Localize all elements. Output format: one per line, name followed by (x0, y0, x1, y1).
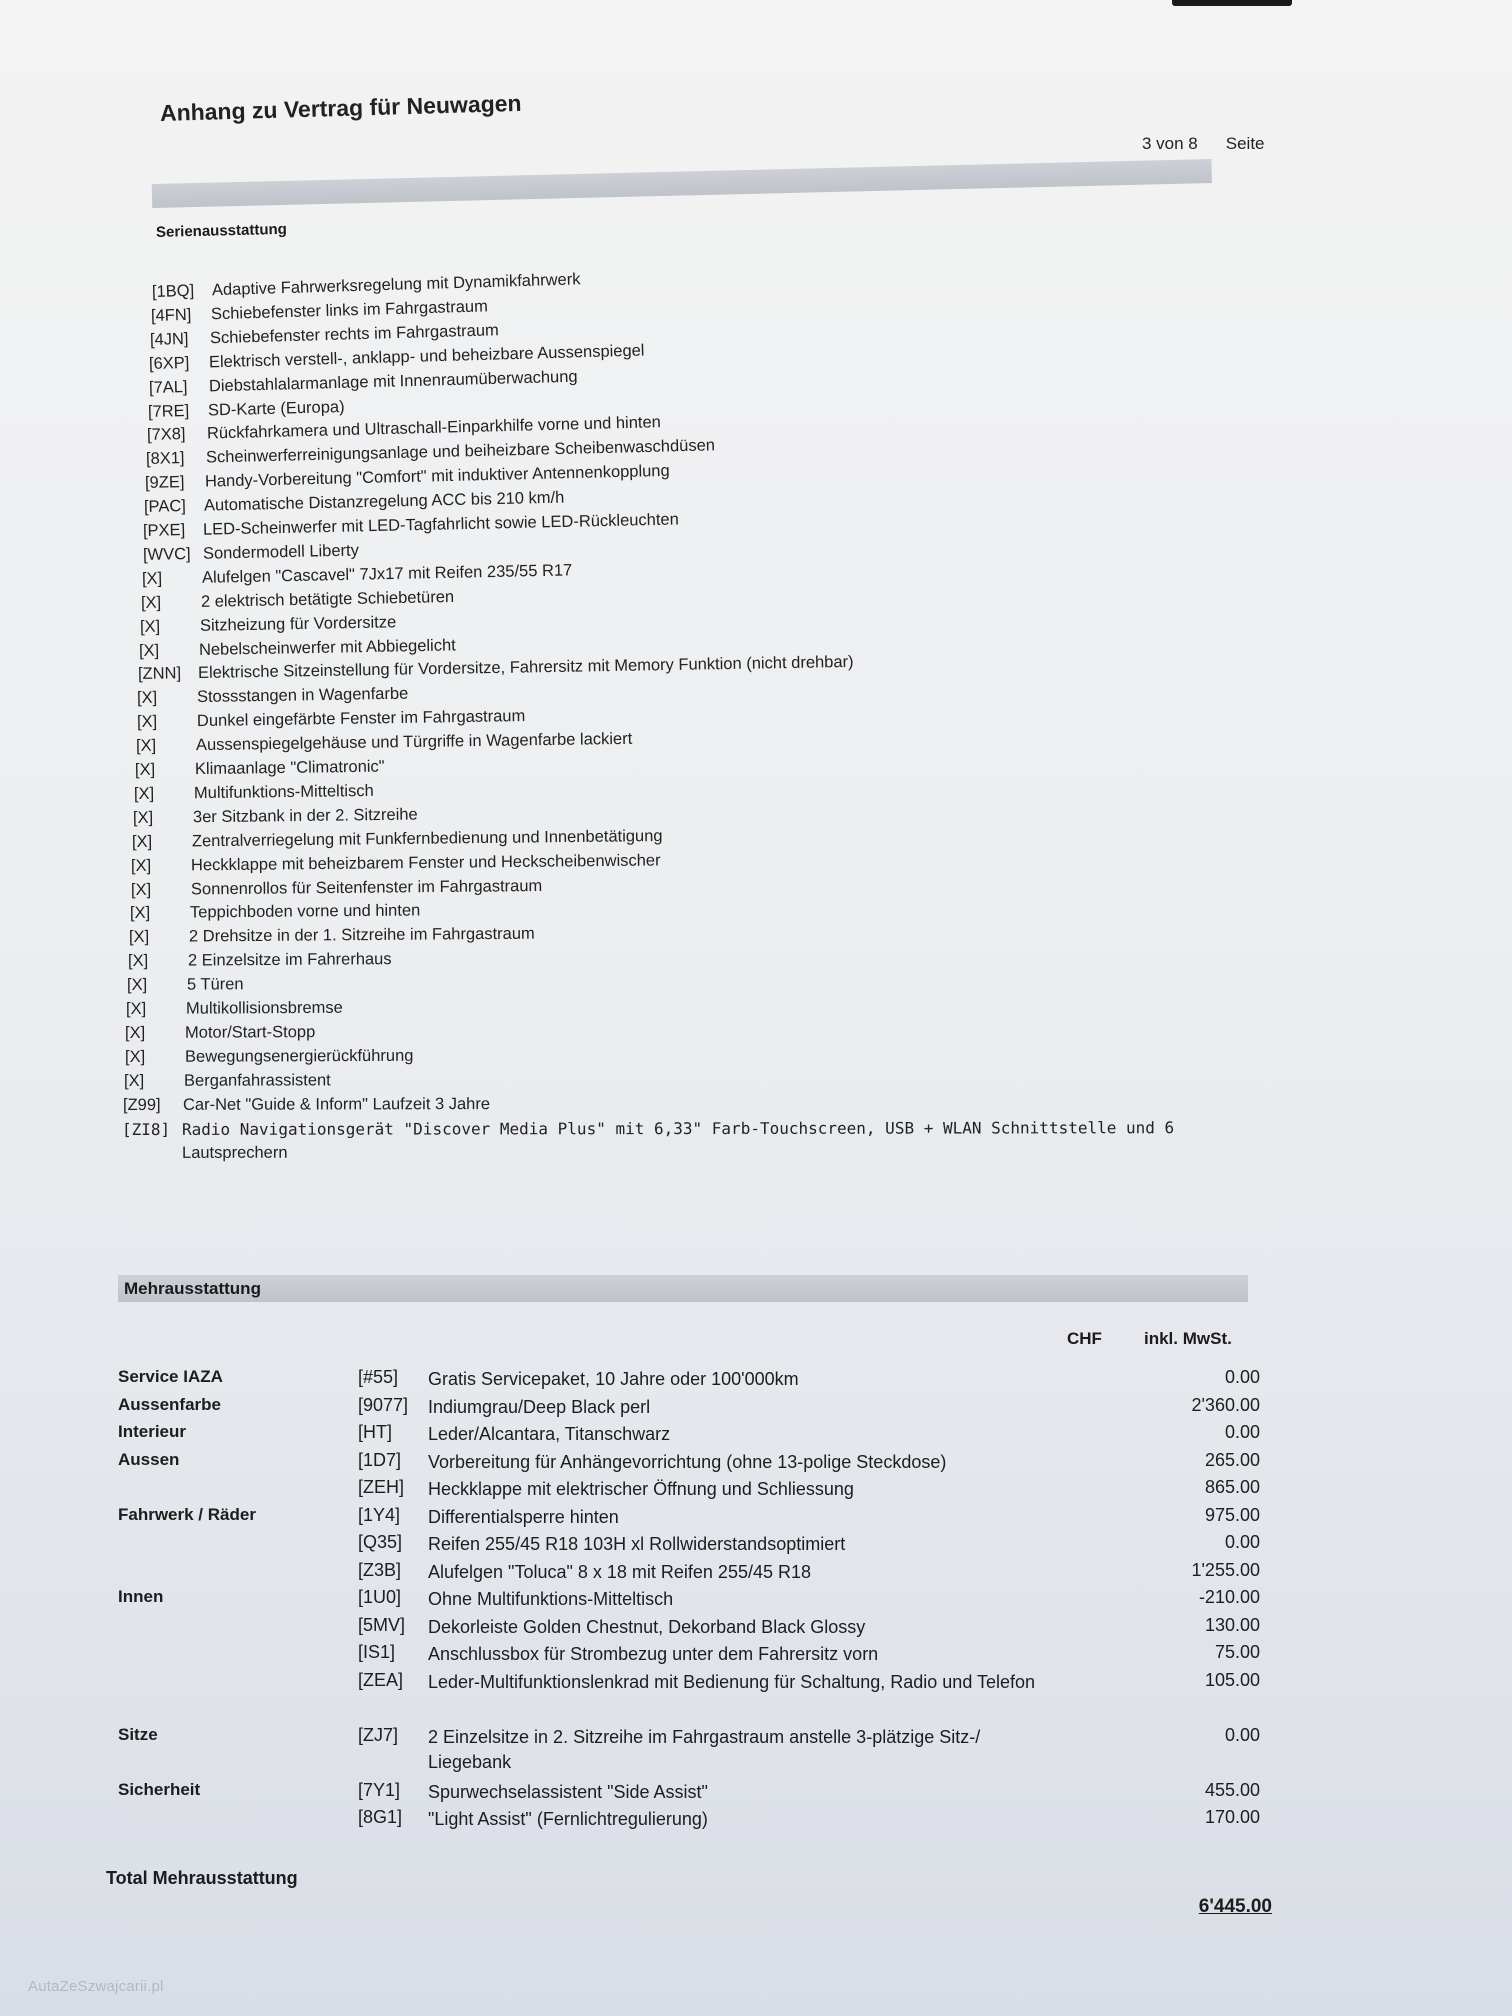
equipment-category: Innen (118, 1587, 164, 1606)
equipment-code: [X] (131, 856, 152, 875)
equipment-category: Interieur (118, 1422, 187, 1441)
watermark: AutaZeSzwajcarii.pl (28, 1978, 164, 1995)
equipment-description: Zentralverriegelung mit Funkfernbedienung und Innenbetätigung (192, 826, 663, 851)
standard-equipment-item (144, 489, 565, 517)
standard-equipment-item (128, 950, 392, 971)
equipment-price: 75.00 (1214, 1642, 1260, 1662)
standard-equipment-item (135, 758, 385, 780)
equipment-code: [7X8] (146, 425, 186, 445)
equipment-description: Nebelscheinwerfer mit Abbiegelicht (198, 635, 457, 659)
equipment-description: Car-Net "Guide & Inform" Laufzeit 3 Jahre (182, 1094, 490, 1114)
equipment-description: Rückfahrkamera und Ultraschall-Einparkhilfe vorne und hinten (206, 413, 661, 443)
standard-equipment-item (122, 1118, 1174, 1163)
equipment-price: 170.00 (1204, 1807, 1260, 1827)
equipment-description: Klimaanlage "Climatronic" (194, 757, 385, 779)
equipment-code: [X] (129, 904, 150, 923)
equipment-description: Berganfahrassistent (183, 1071, 331, 1090)
equipment-price: 105.00 (1204, 1669, 1260, 1690)
standard-equipment-item (136, 730, 633, 756)
total-value: 6'445.00 (1198, 1896, 1272, 1917)
tax-header: inkl. MwSt. (1144, 1329, 1232, 1348)
equipment-description: Anschlussbox für Strombezug unter dem Fahrersitz vorn (428, 1644, 879, 1664)
equipment-price: 455.00 (1204, 1779, 1260, 1800)
equipment-code: [X] (133, 784, 155, 803)
equipment-code: [IS1] (358, 1642, 396, 1662)
equipment-code: [1BQ] (151, 281, 195, 301)
standard-equipment-item (131, 851, 661, 876)
equipment-code: [9ZE] (144, 473, 185, 493)
equipment-description: Bewegungsenergierückführung (184, 1046, 414, 1066)
equipment-description: Elektrisch verstell-, anklapp- und beheizbare Aussenspiegel (209, 341, 646, 372)
equipment-code: [8X1] (145, 449, 185, 469)
equipment-code: [5MV] (358, 1614, 406, 1635)
equipment-description: Elektrische Sitzeinstellung für Vordersitze, Fahrersitz mit Memory Funktion (nicht drehbar) (198, 653, 854, 683)
section-title-serienausstattung: Serienausstattung (155, 220, 288, 241)
equipment-price: 0.00 (1224, 1422, 1260, 1442)
equipment-description: Aussenspiegelgehäuse und Türgriffe in Wagenfarbe lackiert (195, 729, 633, 755)
equipment-description: Ohne Multifunktions-Mitteltisch (428, 1589, 674, 1609)
equipment-description: Scheinwerferreinigungsanlage und beiheizbare Scheibenwaschdüsen (205, 436, 716, 467)
equipment-code: [X] (134, 760, 156, 779)
standard-equipment-item (147, 397, 344, 421)
equipment-code: [X] (126, 999, 147, 1018)
equipment-code: [WVC] (142, 544, 191, 564)
page-label: Seite (1225, 134, 1265, 153)
equipment-price: 0.00 (1224, 1724, 1260, 1745)
standard-equipment-item (152, 270, 581, 302)
equipment-description: Spurwechselassistent "Side Assist" (428, 1781, 708, 1802)
equipment-description: Differentialsperre hinten (428, 1506, 619, 1527)
equipment-price: 0.00 (1224, 1532, 1260, 1552)
equipment-description: Leder-Multifunktionslenkrad mit Bedienung für Schaltung, Radio und Telefon (428, 1671, 1036, 1692)
standard-equipment-item (134, 782, 374, 804)
equipment-code: [4FN] (150, 305, 192, 325)
equipment-price: 130.00 (1204, 1614, 1260, 1635)
section-bar-mehrausstattung (118, 1275, 1248, 1302)
equipment-price: 0.00 (1224, 1367, 1260, 1387)
equipment-code: [PAC] (144, 497, 187, 517)
page-number: 3 von 8 (1142, 134, 1198, 153)
equipment-code: [ZEA] (358, 1669, 404, 1690)
equipment-description: Dunkel eingefärbte Fenster im Fahrgastraum (196, 707, 525, 731)
equipment-code: [X] (135, 736, 157, 756)
equipment-code: [ZJ7] (358, 1724, 399, 1745)
standard-equipment-item (127, 975, 244, 995)
equipment-code: [X] (128, 928, 150, 947)
equipment-category: Sicherheit (118, 1779, 201, 1799)
equipment-description: Multikollisionsbremse (186, 998, 344, 1018)
equipment-code: [6XP] (149, 353, 190, 373)
standard-equipment-item (126, 999, 343, 1019)
standard-equipment-item (151, 297, 488, 326)
equipment-description: Sitzheizung für Vordersitze (199, 612, 397, 635)
standard-equipment-item (129, 925, 535, 947)
equipment-category: Service IAZA (118, 1367, 223, 1386)
equipment-code: [X] (125, 1023, 146, 1042)
equipment-description: Sondermodell Liberty (202, 541, 359, 563)
equipment-code: [X] (130, 880, 151, 899)
equipment-code: [Z99] (122, 1095, 161, 1114)
document-title: Anhang zu Vertrag für Neuwagen (159, 89, 522, 126)
equipment-description: 5 Türen (187, 975, 244, 994)
equipment-description: Multifunktions-Mitteltisch (193, 781, 374, 803)
standard-equipment-item (142, 561, 573, 589)
equipment-description: Diebstahlalarmanlage mit Innenraumüberwachung (208, 367, 578, 395)
equipment-price: 975.00 (1204, 1504, 1260, 1525)
equipment-price: 265.00 (1204, 1449, 1260, 1470)
equipment-description: Heckklappe mit elektrischer Öffnung und Schliessung (428, 1479, 854, 1499)
standard-equipment-item (136, 707, 525, 732)
equipment-code: [1U0] (358, 1587, 402, 1607)
equipment-description: 2 Einzelsitze im Fahrerhaus (187, 950, 392, 970)
equipment-description: Gratis Servicepaket, 10 Jahre oder 100'000km (428, 1369, 799, 1389)
equipment-description: Indiumgrau/Deep Black perl (428, 1396, 651, 1417)
equipment-price: -210.00 (1198, 1587, 1260, 1607)
standard-equipment-item (141, 588, 454, 613)
equipment-code: [Q35] (358, 1532, 403, 1552)
equipment-description: Automatische Distanzregelung ACC bis 210 km/h (204, 488, 565, 515)
equipment-code: [PXE] (143, 521, 186, 540)
equipment-description: Teppichboden vorne und hinten (189, 901, 421, 922)
equipment-description: Radio Navigationsgerät "Discover Media Plus" mit 6,33" Farb-Touchscreen, USB + WLAN Schnittstelle und 6 (181, 1117, 1175, 1139)
equipment-code: [X] (123, 1071, 144, 1090)
equipment-description: 2 elektrisch betätigte Schiebetüren (200, 587, 455, 611)
equipment-code: [X] (132, 832, 153, 851)
standard-equipment-item (137, 685, 409, 708)
equipment-description: 3er Sitzbank in der 2. Sitzreihe (193, 805, 418, 827)
equipment-code: [X] (138, 641, 160, 660)
equipment-code: [4JN] (150, 329, 190, 349)
standard-equipment-item (125, 1047, 413, 1067)
equipment-code: [1Y4] (358, 1504, 401, 1525)
standard-equipment-item (130, 876, 541, 899)
equipment-description: 2 Einzelsitze in 2. Sitzreihe im Fahrgastraum anstelle 3-plätzige Sitz-/ Liegebank (428, 1726, 981, 1772)
equipment-price: 1'255.00 (1191, 1559, 1260, 1580)
equipment-code: [9077] (358, 1394, 409, 1415)
standard-equipment-item (150, 321, 499, 350)
standard-equipment-item (123, 1095, 490, 1115)
equipment-description: Dekorleiste Golden Chestnut, Dekorband Black Glossy (428, 1616, 866, 1637)
equipment-code: [X] (137, 688, 158, 708)
equipment-description: Schiebefenster links im Fahrgastraum (210, 297, 489, 324)
equipment-code: [X] (141, 569, 163, 588)
standard-equipment-item (124, 1071, 331, 1091)
currency-header: CHF (1067, 1329, 1102, 1348)
equipment-description: LED-Scheinwerfer mit LED-Tagfahrlicht sowie LED-Rückleuchten (203, 510, 680, 539)
equipment-code: [ZNN] (138, 664, 182, 684)
equipment-description: Leder/Alcantara, Titanschwarz (428, 1424, 671, 1444)
standard-equipment-item (142, 541, 358, 565)
equipment-code: [X] (133, 808, 154, 827)
total-label: Total Mehrausstattung (106, 1868, 298, 1888)
equipment-price: 865.00 (1204, 1477, 1260, 1497)
equipment-description: 2 Drehsitze in der 1. Sitzreihe im Fahrgastraum (188, 924, 535, 946)
equipment-code: [ZEH] (358, 1477, 405, 1497)
equipment-description: Sonnenrollos für Seitenfenster im Fahrgastraum (190, 876, 542, 898)
equipment-category: Aussenfarbe (118, 1394, 221, 1414)
equipment-description: Reifen 255/45 R18 103H xl Rollwiderstandsoptimiert (428, 1534, 846, 1554)
equipment-code: [7AL] (148, 377, 188, 397)
equipment-code: [X] (140, 593, 162, 612)
equipment-category: Sitze (118, 1724, 158, 1744)
equipment-description: Adaptive Fahrwerksregelung mit Dynamikfahrwerk (211, 270, 581, 300)
standard-equipment-item (130, 902, 420, 924)
equipment-description: Vorbereitung für Anhängevorrichtung (ohne 13-polige Steckdose) (428, 1451, 947, 1472)
equipment-category: Fahrwerk / Räder (118, 1504, 256, 1524)
equipment-code: [1D7] (358, 1449, 402, 1470)
equipment-description: Alufelgen "Cascavel" 7Jx17 mit Reifen 235/55 R17 (201, 561, 573, 587)
equipment-code: [7Y1] (358, 1779, 401, 1800)
equipment-description: Heckklappe mit beheizbarem Fenster und Heckscheibenwischer (191, 851, 662, 874)
standard-equipment-item (132, 827, 663, 852)
equipment-code: [ZI8] (121, 1119, 171, 1139)
equipment-description: Handy-Vorbereitung "Comfort" mit induktiver Antennenkopplung (204, 462, 671, 491)
standard-equipment-item (133, 805, 418, 827)
equipment-description: SD-Karte (Europa) (207, 397, 345, 419)
equipment-code: [Z3B] (358, 1559, 402, 1580)
equipment-code: [X] (136, 712, 157, 732)
equipment-code: [7RE] (147, 401, 190, 421)
standard-equipment-item (139, 636, 456, 661)
equipment-code: [X] (127, 975, 148, 995)
equipment-code: [X] (127, 952, 149, 971)
equipment-description: "Light Assist" (Fernlichtregulierung) (428, 1809, 708, 1829)
equipment-code: [8G1] (358, 1807, 403, 1827)
equipment-price: 2'360.00 (1191, 1394, 1260, 1415)
equipment-code: [HT] (358, 1422, 392, 1442)
equipment-code: [X] (139, 617, 161, 636)
section-title-mehrausstattung: Mehrausstattung (124, 1279, 261, 1298)
standard-equipment-item (125, 1023, 315, 1043)
equipment-code: [X] (124, 1047, 145, 1066)
equipment-category: Aussen (118, 1449, 180, 1469)
equipment-description: Motor/Start-Stopp (185, 1022, 316, 1042)
equipment-description: Schiebefenster rechts im Fahrgastraum (209, 320, 500, 348)
equipment-description: Alufelgen "Toluca" 8 x 18 mit Reifen 255/45 R18 (428, 1561, 812, 1582)
standard-equipment-item (140, 613, 397, 637)
equipment-description: Stossstangen in Wagenfarbe (197, 684, 409, 707)
equipment-code: [#55] (358, 1367, 399, 1387)
equipment-description-continued: Lautsprechern (182, 1143, 288, 1162)
